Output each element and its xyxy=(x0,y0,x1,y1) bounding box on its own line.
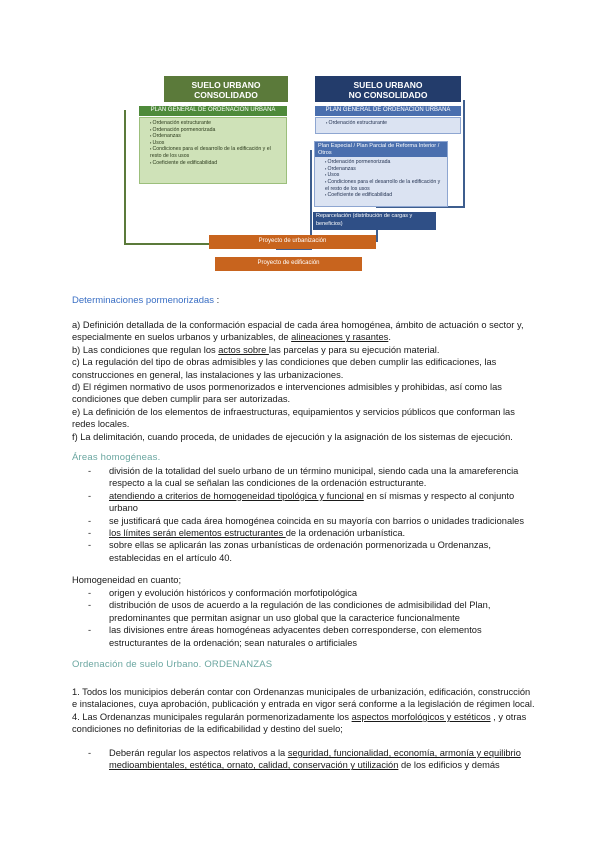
list-item: - sobre ellas se aplicarán las zonas urbanísticas de ordenación pormenorizada u Ordenanzas, establecidas en el artículo 40. xyxy=(88,540,491,563)
list-item: ▪ Usos xyxy=(150,140,283,147)
list-item: - distribución de usos de acuerdo a la regulación de las condiciones de admisibilidad del Plan, predominantes que permitan asignar un uso global que la caracterice funcionalmente xyxy=(88,600,491,623)
ordenanzas-list xyxy=(88,747,528,772)
consolidado-header-line1: SUELO URBANO xyxy=(191,80,261,90)
list-item: - los límites serán elementos estructurantes de la ordenación urbanística. xyxy=(88,528,406,539)
no-consolidado-header-line1: SUELO URBANO xyxy=(353,80,423,90)
list-item: ▪ Ordenación pormenorizada xyxy=(150,127,283,134)
connector-line xyxy=(463,100,465,208)
determinaciones-heading: Determinaciones pormenorizadas : xyxy=(72,295,220,306)
proyecto-edificacion-box: Proyecto de edificación xyxy=(215,257,362,271)
no-consolidado-plan-panel xyxy=(315,117,461,134)
list-item: - atendiendo a criterios de homogeneidad tipológica y funcional en sí mismas y respecto al conjunto urbano xyxy=(88,490,515,514)
list-item: ▪ Ordenación estructurante xyxy=(326,120,457,127)
areas-heading: Áreas homogéneas. xyxy=(72,452,161,463)
homogeneidad-heading: Homogeneidad en cuanto; xyxy=(72,575,182,585)
paragraph-1: 1. Todos los municipios deberán contar con Ordenanzas municipales de urbanización, edificación, construcción e instalaciones, cuya aprobación, publicación y entrada en vigor será conforme a la legislación de régimen local. xyxy=(72,687,535,710)
consolidado-header-line2: CONSOLIDADO xyxy=(194,90,258,100)
list-item: ▪ Coeficiente de edificabilidad xyxy=(325,192,444,199)
paragraph-d: d) El régimen normativo de usos pormenorizados e intervenciones admisibles y prohibidas, así como las condiciones que deben cumplir para ser autorizadas. xyxy=(72,382,502,405)
consolidado-panel xyxy=(139,117,287,184)
plan-especial-title: Plan Especial / Plan Parcial de Reforma Interior / Otros xyxy=(315,142,447,157)
list-item: ▪ Coeficiente de edificabilidad xyxy=(150,160,283,167)
proyecto-urbanizacion-box: Proyecto de urbanización xyxy=(209,235,376,249)
ordenanzas-body xyxy=(72,686,537,736)
connector-line xyxy=(124,243,210,245)
no-consolidado-header-line2: NO CONSOLIDADO xyxy=(348,90,428,100)
reparcelacion-box: Reparcelación (distribución de cargas y beneficios) xyxy=(313,212,436,230)
list-item: - origen y evolución históricos y conformación morfotipológica xyxy=(88,588,358,598)
list-item: ▪ Ordenación estructurante xyxy=(150,120,283,127)
paragraph-c: c) La regulación del tipo de obras admisibles y las condiciones que deben cumplir las edificaciones, las construcciones en general, las instalaciones y las urbanizaciones. xyxy=(72,357,497,380)
list-item: ▪ Ordenanzas xyxy=(150,133,283,140)
paragraph-e: e) La definición de los elementos de infraestructuras, equipamientos y servicios públicos que conforman las redes locales. xyxy=(72,406,515,430)
list-item: ▪ Ordenación pormenorizada xyxy=(325,159,444,166)
ordenanzas-heading: Ordenación de suelo Urbano. ORDENANZAS xyxy=(72,659,273,670)
list-item: - Deberán regular los aspectos relativos a la seguridad, funcionalidad, economía, armonía y equilibrio medioambientales, estética, ornato, calidad, conservación y utilización de los edificios y demás xyxy=(88,748,521,771)
list-item: - división de la totalidad del suelo urbano de un término municipal, siendo cada una la amareferencia respecto a la cual se señalan las condiciones de la ordenación estructurante. xyxy=(88,466,519,489)
paragraph-f: f) La delimitación, cuando proceda, de unidades de ejecución y la asignación de los sistemas de ejecución. xyxy=(72,431,513,442)
areas-list xyxy=(88,465,528,564)
consolidado-plan-bar: PLAN GENERAL DE ORDENACIÓN URBANA xyxy=(139,106,287,116)
plan-especial-panel xyxy=(314,141,448,207)
no-consolidado-plan-bar: PLAN GENERAL DE ORDENACIÓN URBANA xyxy=(315,106,461,116)
list-item: - se justificará que cada área homogénea coincida en su mayoría con barrios o unidades tradicionales xyxy=(88,515,524,526)
list-item: ▪ Ordenanzas xyxy=(325,166,444,173)
list-item: - las divisiones entre áreas homogéneas adyacentes deben corresponderse, con elementos estructurantes de la ordenación; sean naturales o artificiales xyxy=(88,625,482,648)
homogeneidad-list xyxy=(88,587,528,649)
list-item: ▪ Condiciones para el desarrollo de la edificación y el resto de los usos xyxy=(150,146,283,159)
paragraph-4: 4. Las Ordenanzas municipales regularán pormenorizadamente los aspectos morfológicos y estéticos , y otras condiciones no definitorias de la edificabilidad y destino del suelo; xyxy=(72,711,527,735)
list-item: ▪ Usos xyxy=(325,172,444,179)
list-item: ▪ Condiciones para el desarrollo de la edificación y el resto de los usos xyxy=(325,179,444,192)
connector-line xyxy=(124,110,126,245)
consolidado-header xyxy=(164,76,288,102)
connector-line xyxy=(376,228,378,242)
paragraph-b: b) Las condiciones que regulan los actos sobre las parcelas y para su ejecución material. xyxy=(72,344,440,355)
no-consolidado-header xyxy=(315,76,461,102)
determinaciones-body xyxy=(72,319,537,443)
paragraph-a: a) Definición detallada de la conformación espacial de cada área homogénea, ámbito de actuación o sector y, especialmente en suelos urbanos y urbanizables, de alineaciones y rasantes. xyxy=(72,320,524,343)
